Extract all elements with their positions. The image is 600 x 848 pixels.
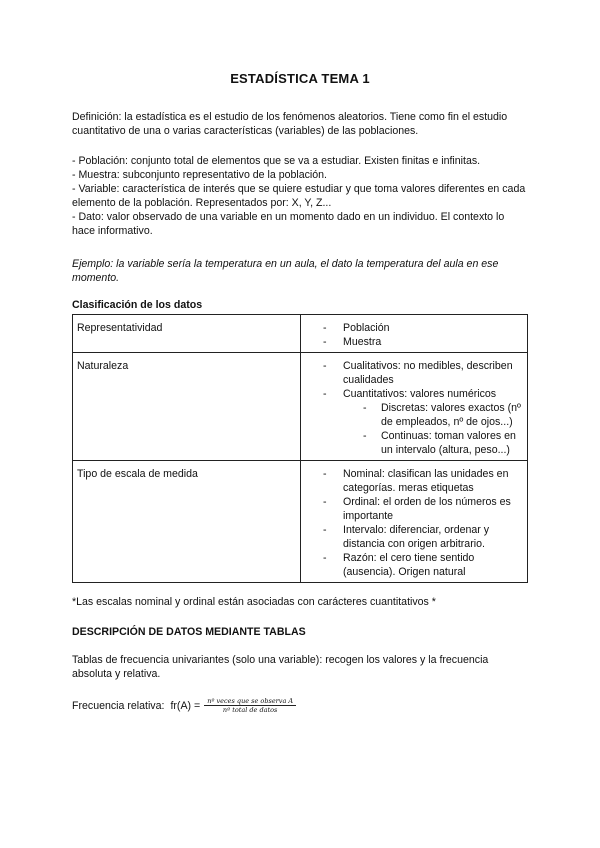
formula-fraction [204, 697, 296, 714]
list-item: - Ordinal: el orden de los números es importante [305, 495, 523, 523]
row-content [301, 461, 528, 583]
formula-lhs: fr(A) = [170, 699, 201, 712]
formula-label: Frecuencia relativa: [72, 699, 165, 712]
row-label-escala: Tipo de escala de medida [73, 461, 301, 583]
list-item: - Población [305, 321, 523, 335]
table-heading: Clasificación de los datos [72, 299, 203, 311]
list-item: - Cualitativos: no medibles, describen cualidades [305, 359, 523, 387]
example-paragraph [72, 257, 528, 285]
table-row [73, 315, 528, 353]
list-item-label: Cuantitativos: valores numéricos [343, 388, 497, 400]
formula-numerator: nº veces que se observa A [204, 697, 296, 706]
definition-paragraph [72, 110, 528, 138]
page-title: ESTADÍSTICA TEMA 1 [230, 71, 370, 86]
term-variable: - Variable: característica de interés que se quiere estudiar y que toma valores diferentes en cada elemento de la población. Representados por: X, Y, Z... [72, 183, 526, 209]
formula-denominator: nº total de datos [222, 706, 278, 714]
term-poblacion: - Población: conjunto total de elementos que se va a estudiar. Existen finitas e infinitas. [72, 155, 481, 167]
section-paragraph [72, 653, 528, 681]
list-item: - Intervalo: diferenciar, ordenar y distancia con origen arbitrario. [305, 523, 523, 551]
row-label-representatividad: Representatividad [73, 315, 301, 353]
classification-table [72, 314, 528, 583]
section-heading: DESCRIPCIÓN DE DATOS MEDIANTE TABLAS [72, 626, 306, 638]
term-dato: - Dato: valor observado de una variable en un momento dado en un individuo. El contexto lo hace informativo. [72, 211, 505, 237]
list-item: - Muestra [305, 335, 523, 349]
list-item [305, 387, 523, 457]
sub-list-item: - Continuas: toman valores en un intervalo (altura, peso...) [343, 429, 523, 457]
definition-text: Definición: la estadística es el estudio de los fenómenos aleatorios. Tiene como fin el estudio cuantitativo de una o varias características (variables) de las poblaciones. [72, 111, 508, 137]
row-content [301, 315, 528, 353]
term-muestra: - Muestra: subconjunto representativo de la población. [72, 169, 327, 181]
table-row [73, 353, 528, 461]
terms-list [72, 154, 528, 238]
example-text: Ejemplo: la variable sería la temperatura en un aula, el dato la temperatura del aula en ese momento. [72, 258, 499, 284]
formula-row [72, 697, 296, 714]
section-text: Tablas de frecuencia univariantes (solo una variable): recogen los valores y la frecuencia absoluta y relativa. [72, 654, 489, 680]
table-row [73, 461, 528, 583]
scales-note: *Las escalas nominal y ordinal están asociadas con carácteres cuantitativos * [72, 596, 436, 608]
row-label-naturaleza: Naturaleza [73, 353, 301, 461]
row-content [301, 353, 528, 461]
list-item: - Razón: el cero tiene sentido (ausencia). Origen natural [305, 551, 523, 579]
list-item: - Nominal: clasifican las unidades en categorías. meras etiquetas [305, 467, 523, 495]
sub-list-item: - Discretas: valores exactos (nº de empleados, nº de ojos...) [343, 401, 523, 429]
